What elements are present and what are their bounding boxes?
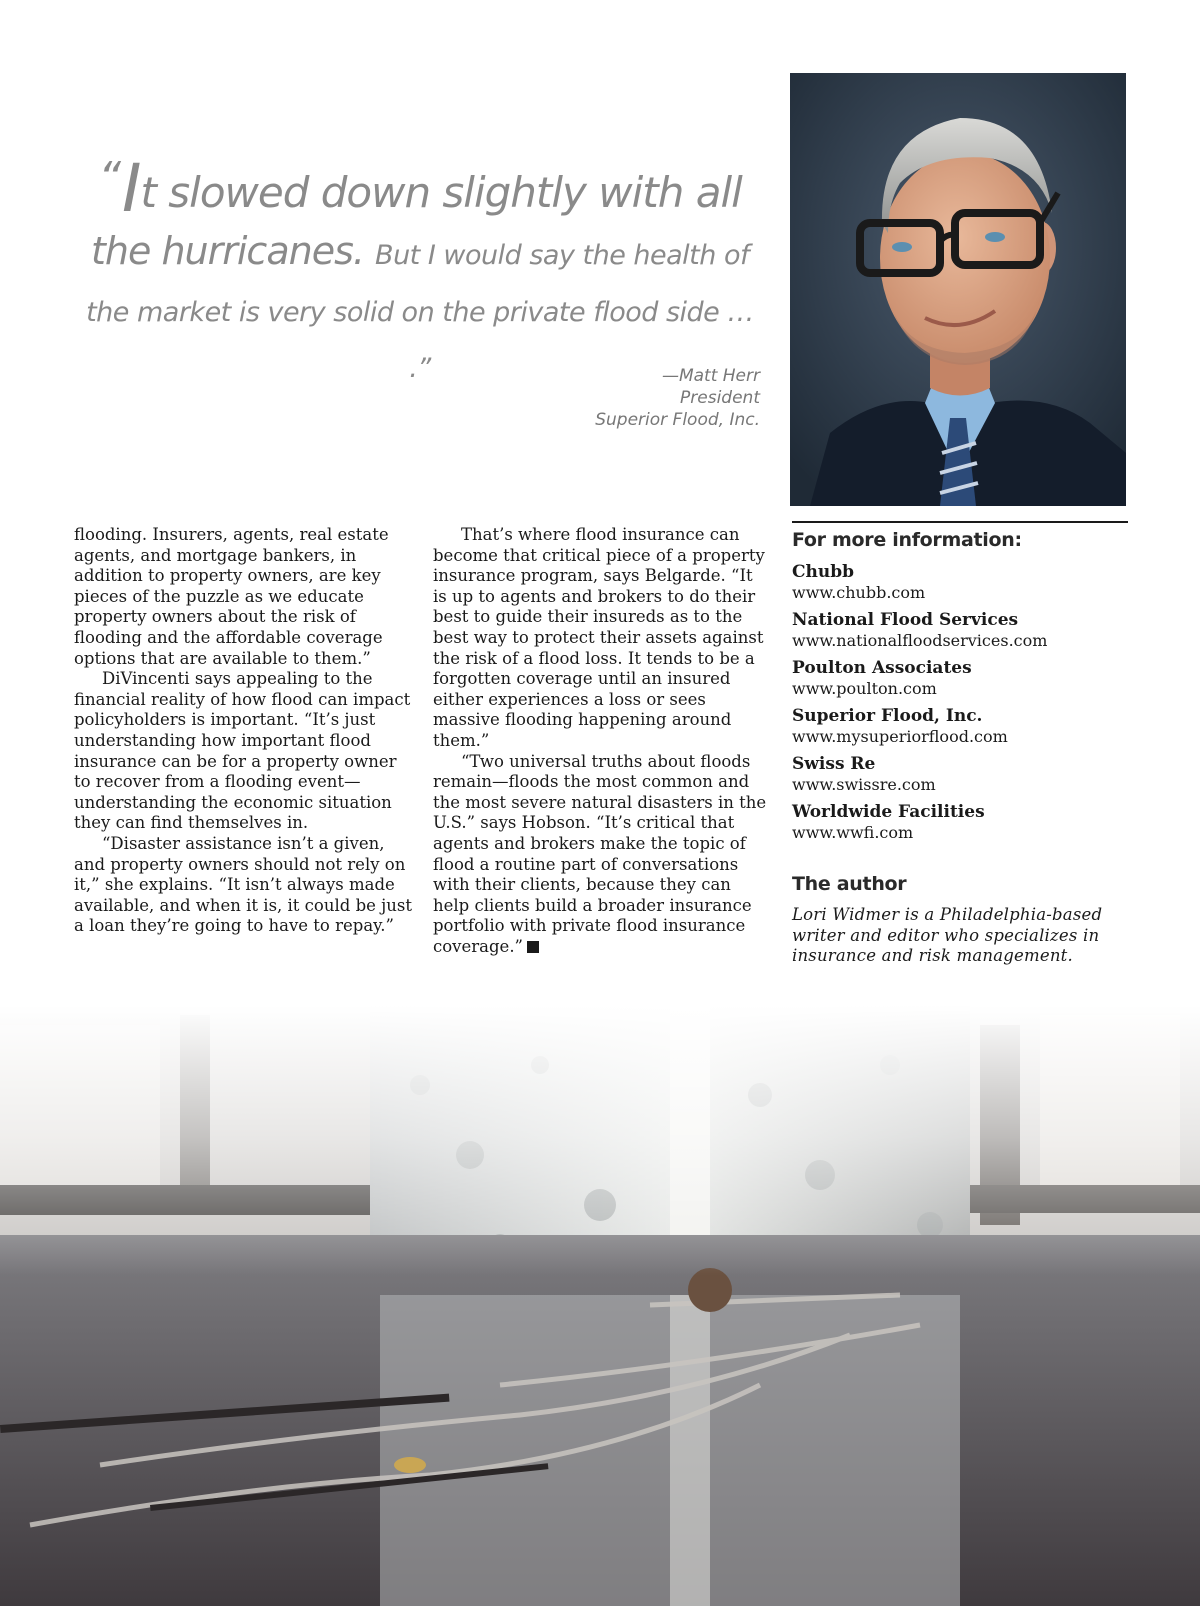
attribution-title: President: [680, 388, 760, 408]
contact-url[interactable]: www.mysuperiorflood.com: [792, 727, 1008, 746]
contact-name: Poulton Associates: [792, 658, 972, 678]
contact-entry: [792, 561, 1128, 603]
paragraph: flooding. Insurers, agents, real estate agents, and mortgage bankers, in addition to property owners, are key pieces of the puzzle as we educate property owners about the risk of flooding and the affordable coverage options that are available to them.”: [74, 525, 389, 668]
contact-entry: [792, 705, 1128, 747]
attribution-name: —Matt Herr: [661, 366, 760, 386]
flooded-room-photo: [0, 1005, 1200, 1606]
flood-illustration: [0, 1005, 1200, 1606]
contact-url[interactable]: www.chubb.com: [792, 583, 926, 602]
pull-quote-line-1: [80, 150, 760, 227]
contact-name: Worldwide Facilities: [792, 802, 985, 822]
contact-entry: [792, 801, 1128, 843]
pull-quote: [80, 150, 760, 397]
end-mark-icon: [527, 941, 539, 953]
pull-quote-emphasis: the hurricanes.: [91, 229, 364, 273]
portrait-photo: [790, 73, 1126, 506]
contact-name: Chubb: [792, 562, 855, 582]
attribution-company: Superior Flood, Inc.: [595, 410, 760, 430]
article-column-2: [433, 525, 768, 957]
contact-entry: [792, 657, 1128, 699]
contact-entry: [792, 753, 1128, 795]
sidebar-heading: For more information:: [792, 529, 1022, 551]
paragraph: “Disaster assistance isn’t a given, and property owners should not rely on it,” she explains. “It isn’t always made available, and when it is, it could be just a loan they’re going to have to repay.”: [74, 833, 412, 936]
paragraph-text: “Two universal truths about floods remain—floods the most common and the most severe natural disasters in the U.S.” says Hobson. “It’s critical that agents and brokers make the topic of flood a routine part of conversations with their clients, because they can help clients build a broader insurance portfolio with private flood insurance coverage.”: [433, 751, 767, 956]
paragraph: That’s where flood insurance can become that critical piece of a property insurance program, says Belgarde. “It is up to agents and brokers to do their best to guide their insureds as to the best way to protect their assets against the risk of a flood loss. It tends to be a forgotten coverage until an insured either experiences a loss or sees massive flooding happening around them.”: [433, 525, 765, 750]
pull-quote-line-2-text: But I would say the health of: [375, 240, 749, 271]
more-info-sidebar: [792, 521, 1128, 967]
contact-url[interactable]: www.nationalfloodservices.com: [792, 631, 1048, 650]
pull-quote-line-1-text: t slowed down slightly with all: [140, 168, 742, 217]
contact-url[interactable]: www.swissre.com: [792, 775, 936, 794]
pull-quote-line-3: the market is very solid on the private flood side … .”: [86, 297, 754, 384]
portrait-illustration: [790, 73, 1126, 506]
contact-name: National Flood Services: [792, 610, 1019, 630]
contact-entry: [792, 609, 1128, 651]
author-heading: The author: [792, 873, 907, 895]
sidebar-rule: [792, 521, 1128, 523]
paragraph: DiVincenti says appealing to the financial reality of how flood can impact policyholders is important. “It’s just understanding how important flood insurance can be for a property owner to recover from a flooding event—understanding the economic situation they can find themselves in.: [74, 669, 411, 833]
contact-url[interactable]: www.poulton.com: [792, 679, 937, 698]
drop-letter: I: [122, 150, 141, 227]
contact-name: Superior Flood, Inc.: [792, 706, 983, 726]
pull-quote-line-2: [80, 222, 760, 285]
paragraph-final: [433, 752, 768, 958]
author-bio: Lori Widmer is a Philadelphia-based writer and editor who specializes in insurance and risk management.: [792, 905, 1103, 965]
quote-attribution: [520, 365, 760, 431]
open-quote-mark: “: [98, 153, 120, 204]
contact-name: Swiss Re: [792, 754, 876, 774]
article-column-1: [74, 525, 414, 937]
contact-url[interactable]: www.wwfi.com: [792, 823, 914, 842]
